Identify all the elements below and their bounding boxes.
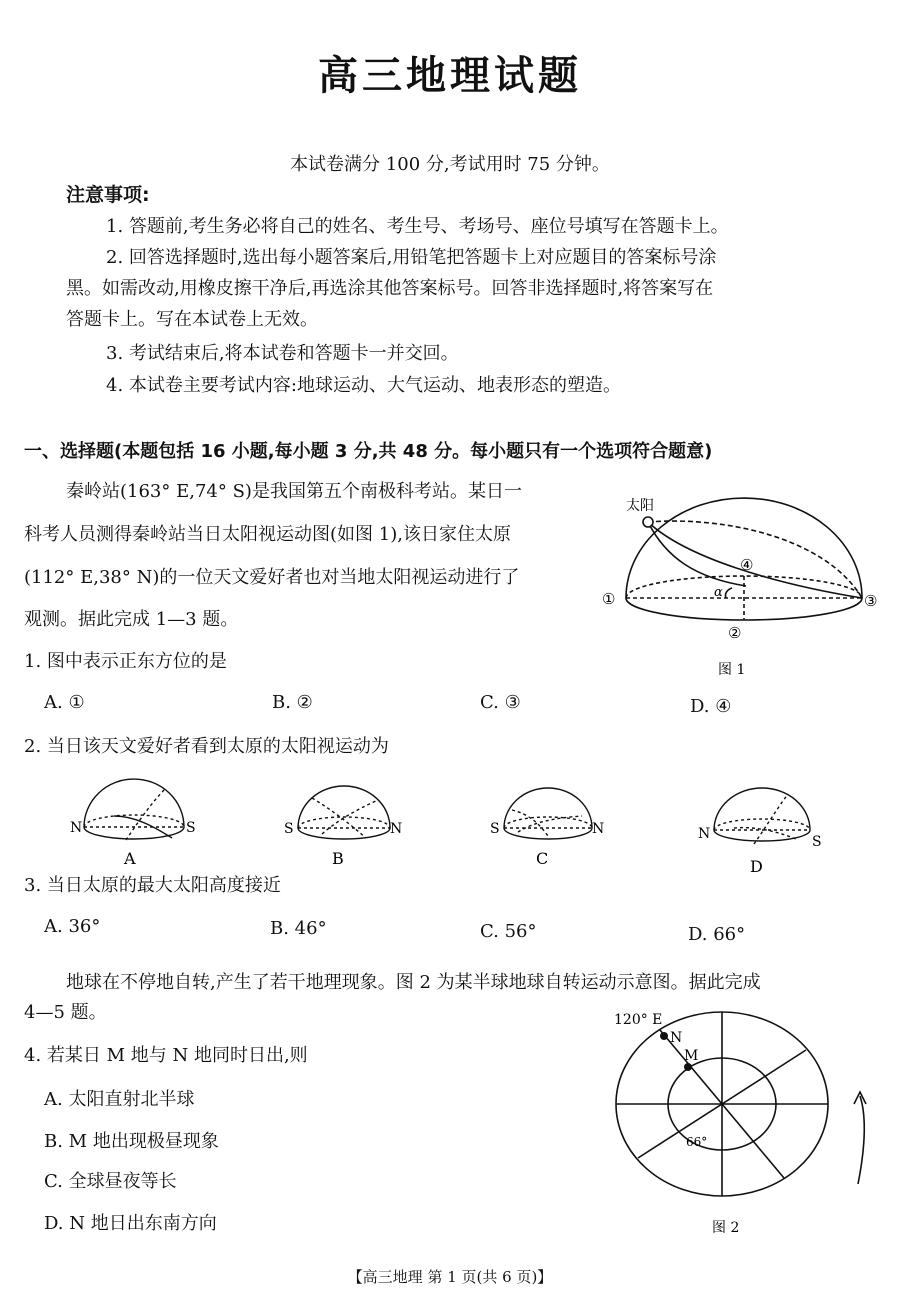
sun-path-visible	[648, 522, 862, 598]
alpha-arc	[725, 588, 732, 598]
exam-meta: 本试卷满分 100 分,考试用时 75 分钟。	[290, 154, 610, 175]
longitude-label: 120° E	[614, 1012, 663, 1028]
figure-1-sun-path	[596, 488, 892, 684]
q3-stem: 3. 当日太原的最大太阳高度接近	[24, 875, 281, 896]
notice-heading: 注意事项:	[66, 184, 150, 206]
diagram-choice-label: A	[124, 849, 136, 868]
diagram-right-label: N	[390, 821, 403, 837]
q2-stem: 2. 当日该天文爱好者看到太原的太阳视运动为	[24, 736, 389, 757]
sun-altitude-arc	[648, 522, 746, 586]
diagram-choice-label: D	[750, 857, 763, 876]
page-title: 高三地理试题	[318, 53, 582, 99]
point-m-label: M	[684, 1048, 699, 1064]
figure-1-caption: 图 1	[718, 662, 746, 678]
diagram-left-label: S	[490, 821, 500, 837]
q4-option-d[interactable]: D. N 地日出东南方向	[44, 1213, 217, 1234]
passage1-line: 秦岭站(163° E,74° S)是我国第五个南极科考站。某日一	[66, 481, 522, 502]
diagram-left-label: N	[698, 826, 711, 842]
diagram-right-label: S	[186, 820, 196, 836]
diagram-left-label: S	[284, 821, 294, 837]
q1-option-a[interactable]: A. ①	[44, 692, 85, 713]
q4-option-a[interactable]: A. 太阳直射北半球	[44, 1089, 195, 1110]
marker-1: ①	[602, 590, 616, 608]
page-footer: 【高三地理 第 1 页(共 6 页)】	[347, 1268, 553, 1286]
notice-item: 答题卡上。写在本试卷上无效。	[66, 309, 318, 330]
marker-3: ③	[864, 592, 878, 610]
notice-item: 2. 回答选择题时,选出每小题答案后,用铅笔把答题卡上对应题目的答案标号涂	[106, 247, 717, 268]
notice-item: 4. 本试卷主要考试内容:地球运动、大气运动、地表形态的塑造。	[106, 375, 621, 396]
figure-2-caption: 图 2	[712, 1220, 740, 1236]
passage2-line: 地球在不停地自转,产生了若干地理现象。图 2 为某半球地球自转运动示意图。据此完成	[66, 972, 761, 993]
passage2-line: 4—5 题。	[24, 1002, 107, 1023]
q1-option-c[interactable]: C. ③	[480, 692, 521, 713]
alpha-label: α	[714, 585, 723, 600]
diagram-choice-label: B	[332, 849, 344, 868]
diagram-right-label: N	[592, 821, 605, 837]
q2-diagram-b[interactable]	[282, 776, 412, 872]
sun-label: 太阳	[626, 498, 654, 514]
marker-4: ④	[740, 556, 754, 574]
passage1-line: 观测。据此完成 1—3 题。	[24, 609, 239, 630]
q1-stem: 1. 图中表示正东方位的是	[24, 651, 227, 672]
q3-option-d[interactable]: D. 66°	[688, 924, 746, 945]
point-n-label: N	[670, 1030, 683, 1046]
rotation-arrow	[858, 1096, 864, 1184]
q1-option-b[interactable]: B. ②	[272, 692, 313, 713]
q2-diagram-c[interactable]	[488, 776, 616, 872]
latitude-label: 66°	[686, 1135, 708, 1149]
q4-option-c[interactable]: C. 全球昼夜等长	[44, 1171, 177, 1192]
notice-item: 黑。如需改动,用橡皮擦干净后,再选涂其他答案标号。回答非选择题时,将答案写在	[66, 278, 714, 299]
sun-path-hidden	[648, 521, 862, 598]
q1-option-d[interactable]: D. ④	[690, 696, 732, 717]
q2-diagram-d[interactable]	[694, 780, 830, 876]
diagram-choice-label: C	[536, 849, 549, 868]
point-m-icon	[684, 1063, 692, 1071]
sun-icon	[643, 517, 653, 527]
passage1-line: (112° E,38° N)的一位天文爱好者也对当地太阳视运动进行了	[24, 567, 520, 588]
diagram-left-label: N	[70, 820, 83, 836]
q3-option-a[interactable]: A. 36°	[44, 916, 101, 937]
figure-2-polar-view	[600, 1004, 884, 1240]
marker-2: ②	[728, 624, 742, 642]
horizon-front	[626, 598, 862, 620]
q4-stem: 4. 若某日 M 地与 N 地同时日出,则	[24, 1045, 308, 1066]
notice-item: 1. 答题前,考生务必将自己的姓名、考生号、考场号、座位号填写在答题卡上。	[106, 216, 729, 237]
section-heading: 一、选择题(本题包括 16 小题,每小题 3 分,共 48 分。每小题只有一个选项符合题意)	[24, 441, 713, 462]
q3-option-b[interactable]: B. 46°	[270, 918, 327, 939]
passage1-line: 科考人员测得秦岭站当日太阳视运动图(如图 1),该日家住太原	[24, 524, 511, 545]
q4-option-b[interactable]: B. M 地出现极昼现象	[44, 1131, 219, 1152]
diagram-right-label: S	[812, 834, 822, 850]
notice-item: 3. 考试结束后,将本试卷和答题卡一并交回。	[106, 343, 459, 364]
point-n-icon	[660, 1032, 668, 1040]
q2-diagram-a[interactable]	[66, 772, 206, 872]
q3-option-c[interactable]: C. 56°	[480, 921, 537, 942]
